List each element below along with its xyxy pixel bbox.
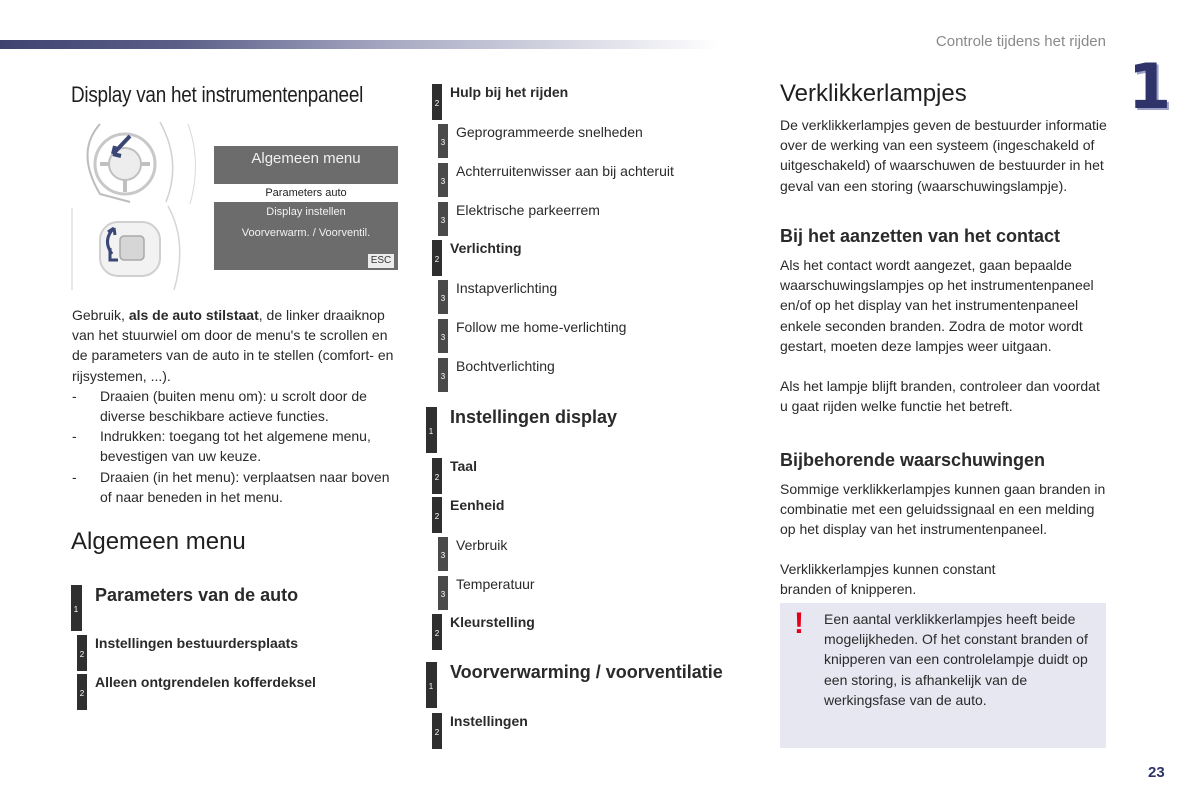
level-tab — [438, 576, 448, 610]
level-number: 3 — [440, 177, 446, 186]
header-bar — [0, 40, 720, 49]
section-heading-contact: Bij het aanzetten van het contact — [780, 226, 1061, 246]
level-tab — [432, 458, 442, 494]
level-tab — [71, 585, 82, 631]
level-label: Elektrische parkeerrem — [456, 202, 600, 218]
chapter-number: 1 — [1128, 50, 1172, 123]
level-tab — [438, 163, 448, 197]
level-number: 3 — [440, 372, 446, 381]
section-text-contact-2: Als het lampje blijft branden, controleer dan voordat u gaat rijden welke functie het betreft. — [780, 378, 1100, 415]
bullet-dash: - — [72, 428, 77, 445]
bullet-text: Draaien (in het menu): verplaatsen naar boven of naar beneden in het menu. — [100, 468, 390, 505]
level-number: 2 — [434, 512, 440, 521]
level-tab — [77, 674, 87, 710]
level-tab — [432, 497, 442, 533]
level-tab — [77, 635, 87, 671]
level-number: 3 — [440, 590, 446, 599]
screen-menu-title: Algemeen menu — [214, 146, 398, 184]
level-tab — [438, 280, 448, 314]
level-tab — [432, 614, 442, 650]
intro-text — [72, 305, 400, 507]
warning-note-box — [780, 603, 1106, 748]
level-number: 2 — [434, 99, 440, 108]
level-label: Hulp bij het rijden — [450, 84, 569, 100]
warning-lights-title: Verklikkerlampjes — [780, 80, 967, 107]
level-number: 2 — [434, 629, 440, 638]
screen-menu-selected: Parameters auto — [214, 184, 398, 202]
level-number: 2 — [434, 728, 440, 737]
intro-bold: als de auto stilstaat — [128, 307, 259, 323]
bullet-text: Indrukken: toegang tot het algemene menu, bevestigen van uw keuze. — [100, 428, 371, 465]
level-label: Instellingen bestuurdersplaats — [95, 635, 299, 651]
level-label: Parameters van de auto — [95, 585, 299, 605]
level-tab — [426, 662, 437, 708]
level-number: 3 — [440, 216, 446, 225]
level-tab — [432, 240, 442, 276]
section-title-display: Display van het instrumentenpaneel — [71, 82, 364, 107]
bullet-text: Draaien (buiten menu om): u scrolt door de diverse beschikbare actieve functies. — [100, 387, 367, 425]
bullet-item — [72, 426, 400, 466]
bullet-item — [72, 467, 400, 507]
level-number: 1 — [428, 682, 434, 691]
section-text-contact: Als het contact wordt aangezet, gaan bepaalde waarschuwingslampjes op het instrumentenpaneel en/of op het display van het instrumentenpaneel enkele seconden branden. Zodra de motor wordt gestart, moeten deze lampjes weer uitgaan. — [780, 257, 1094, 354]
level-number: 3 — [440, 294, 446, 303]
screen-menu-item: Voorverwarm. / Voorventil. — [241, 227, 371, 239]
display-menu-screenshot — [214, 146, 398, 270]
general-menu-heading: Algemeen menu — [71, 528, 246, 555]
level-number: 3 — [440, 333, 446, 342]
level-label: Achterruitenwisser aan bij achteruit — [456, 163, 674, 179]
level-tab — [438, 358, 448, 392]
intro-paragraph — [72, 305, 400, 386]
screen-menu-body — [214, 202, 398, 270]
level-label: Voorverwarming / voorventilatie — [450, 662, 723, 682]
intro-post: , de linker draaiknop van het stuurwiel om door de menu's te scrollen en de parameters van de auto in te stellen (comfort- en rijsystemen, ...). — [72, 307, 394, 384]
level-label: Instellingen display — [450, 407, 618, 427]
level-tab — [438, 202, 448, 236]
chapter-title: Controle tijdens het rijden — [935, 33, 1106, 50]
level-label: Verbruik — [456, 537, 508, 553]
level-number: 2 — [79, 650, 85, 659]
intro-pre: Gebruik, — [72, 307, 129, 323]
level-tab — [438, 319, 448, 353]
level-number: 1 — [73, 605, 79, 614]
page-number: 23 — [1148, 764, 1165, 781]
section-text-warnings-2: Verklikkerlampjes kunnen constant branden of knipperen. — [780, 561, 996, 598]
screen-esc-key: ESC — [368, 254, 394, 268]
steering-wheel-drawing — [70, 122, 215, 292]
section-text-warnings: Sommige verklikkerlampjes kunnen gaan branden in combinatie met een geluidssignaal en een melding op het display van het instrumentenpaneel. — [780, 481, 1106, 538]
level-label: Follow me home-verlichting — [456, 319, 627, 335]
level-tab — [438, 537, 448, 571]
bullet-dash: - — [72, 387, 77, 404]
level-tab — [432, 713, 442, 749]
level-number: 1 — [428, 427, 434, 436]
screen-menu-item: Display instellen — [266, 206, 346, 218]
level-number: 2 — [434, 255, 440, 264]
level-label: Bochtverlichting — [456, 358, 555, 374]
level-tab — [426, 407, 437, 453]
level-label: Temperatuur — [456, 576, 535, 592]
level-label: Kleurstelling — [450, 614, 535, 630]
level-label: Verlichting — [450, 240, 522, 256]
section-heading-warnings: Bijbehorende waarschuwingen — [780, 450, 1046, 470]
level-tab — [438, 124, 448, 158]
exclamation-icon: ! — [794, 607, 804, 640]
bullet-item — [72, 386, 400, 426]
level-number: 3 — [440, 551, 446, 560]
level-tab — [432, 84, 442, 120]
level-label: Eenheid — [450, 497, 505, 513]
level-number: 3 — [440, 138, 446, 147]
level-number: 2 — [434, 473, 440, 482]
warning-note-text: Een aantal verklikkerlampjes heeft beide mogelijkheden. Of het constant branden of knipperen van een controlelampje duidt op een storing, is afhankelijk van de werkingsfase van de auto. — [824, 611, 1088, 708]
level-label: Instapverlichting — [456, 280, 558, 296]
level-label: Alleen ontgrendelen kofferdeksel — [95, 674, 316, 690]
level-label: Instellingen — [450, 713, 528, 729]
level-number: 2 — [79, 689, 85, 698]
level-label: Geprogrammeerde snelheden — [456, 124, 643, 140]
warning-lights-intro: De verklikkerlampjes geven de bestuurder informatie over de werking van een systeem (ingeschakeld of uitgeschakeld) of waarschuwen de bestuurder in het geval van een storing (waarschuwingslampje). — [780, 117, 1107, 194]
bullet-dash: - — [72, 468, 77, 485]
level-label: Taal — [450, 458, 477, 474]
